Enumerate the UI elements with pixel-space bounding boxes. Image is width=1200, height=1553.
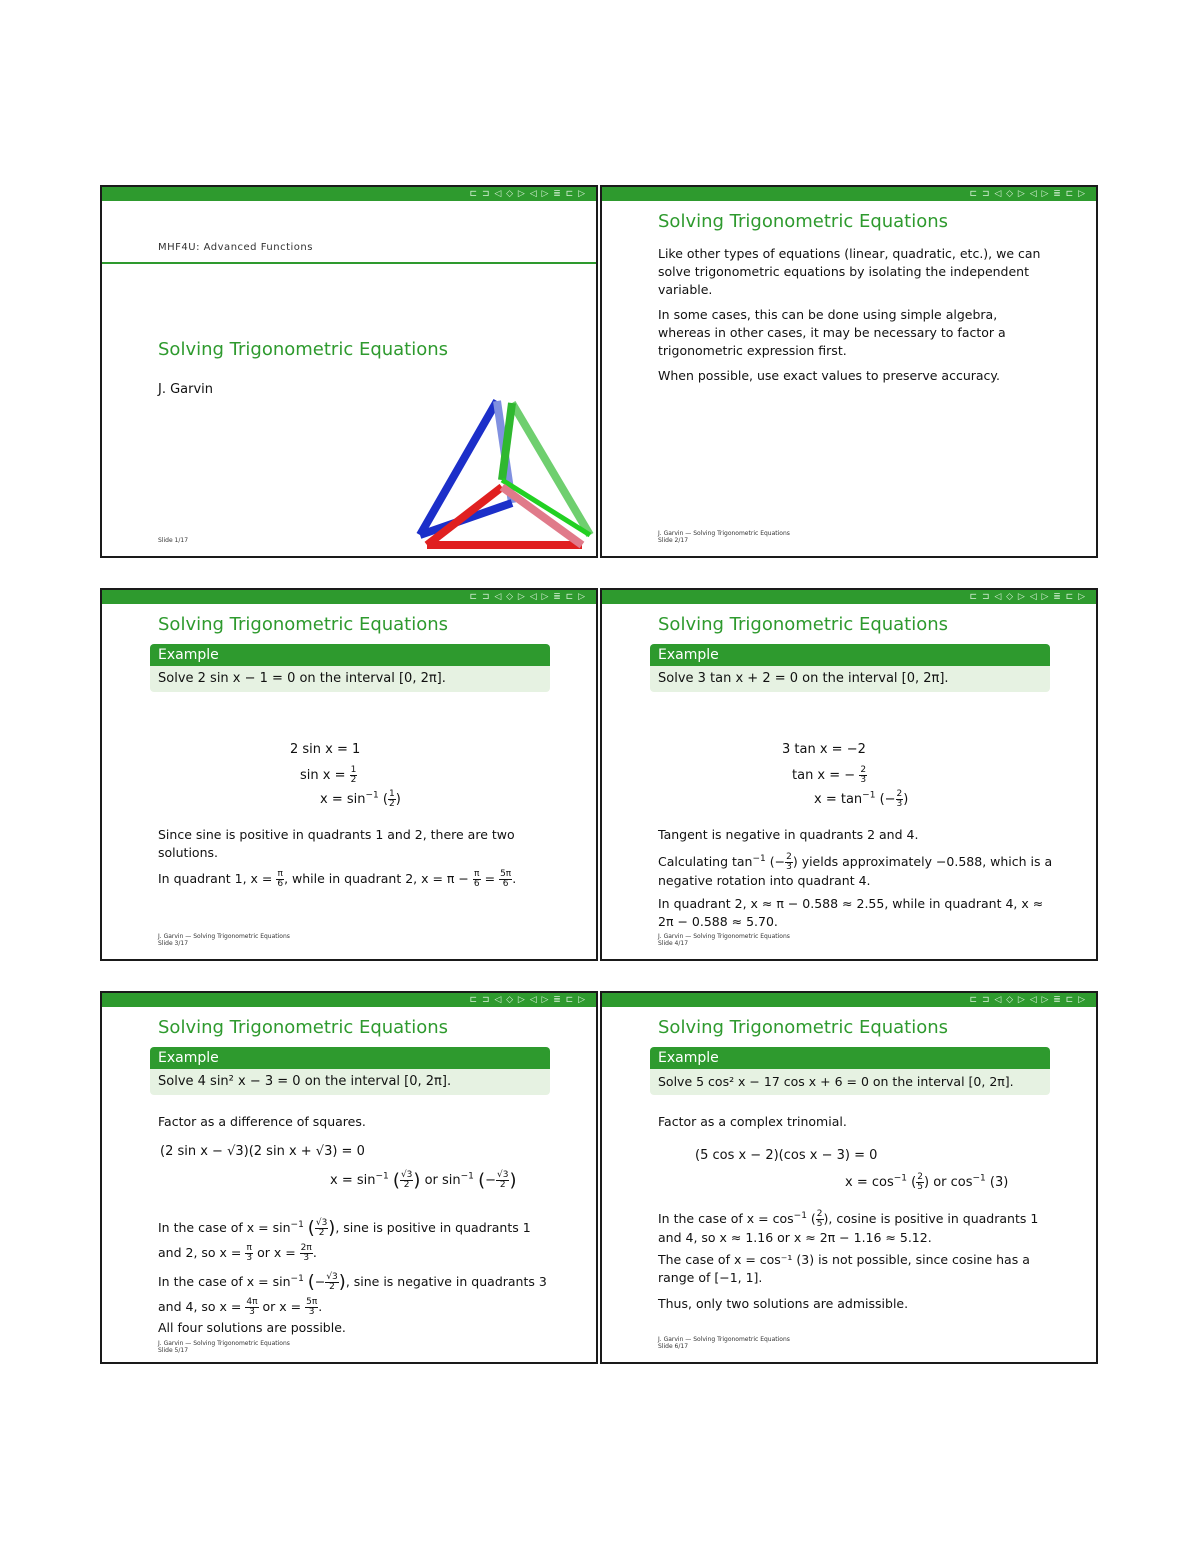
slide-2 [600,185,1098,558]
slide-3 [100,588,598,961]
footer-author: J. Garvin — Solving Trigonometric Equations [658,933,790,940]
paragraph: Factor as a difference of squares. [158,1114,366,1129]
example-problem: Solve 2 sin x − 1 = 0 on the interval [0, 2π]. [150,666,550,692]
slide-6 [600,991,1098,1364]
example-block [650,644,1050,692]
math-line: (2 sin x − √3)(2 sin x + √3) = 0 [160,1144,365,1159]
title-slide-heading: Solving Trigonometric Equations [158,339,449,360]
nav-controls[interactable]: ⊏ ⊐ ◁ ◇ ▷ ◁ ▷ ≣ ⊏ ▷ [969,592,1086,602]
slide-footer [158,933,290,947]
footer-author: J. Garvin — Solving Trigonometric Equations [658,1336,790,1343]
math-line: (5 cos x − 2)(cos x − 3) = 0 [695,1148,878,1163]
example-block [150,644,550,692]
slide-topbar [102,590,596,604]
slide-footer [158,1340,290,1354]
slide-4 [600,588,1098,961]
tetrahedron-logo [412,395,598,555]
math-line: $x = \tan^{-1}$ (− $\frac{2}{3}$ ) [814,789,909,809]
math-line: $x = \sin^{-1}$ ( $\frac{1}{2}$ ) [320,789,401,809]
paragraph: When possible, use exact values to preserve accuracy. [658,368,1000,383]
slide-topbar [102,187,596,201]
slide-number: Slide 5/17 [158,1347,189,1354]
course-divider [102,262,598,264]
math-line: $x = \cos^{-1}$ ( $\frac{2}{5}$ ) or $\cos^{-1} (3)$ [845,1172,1009,1192]
example-problem: Solve 3 tan x + 2 = 0 on the interval [0, 2π]. [650,666,1050,692]
nav-controls[interactable]: ⊏ ⊐ ◁ ◇ ▷ ◁ ▷ ≣ ⊏ ▷ [969,995,1086,1005]
paragraph: In the case of $x = \cos^{-1}$ ( $\frac{2}{5}$ ), cosine is positive in quadrants 1 and 4, so x ≈ 1.16 or x ≈ 2π − 1.16 ≈ 5.12. [658,1209,1039,1246]
example-header: Example [150,644,550,666]
example-header: Example [150,1047,550,1069]
example-block [650,1047,1050,1095]
slide-footer [658,530,790,544]
slide-number: Slide 2/17 [658,537,689,544]
math-line: tan x = − $\frac{2}{3}$ [792,765,867,785]
slide-topbar [602,993,1096,1007]
math-line: sin x = $\frac{1}{2}$ [300,765,357,785]
slide-body [658,245,1053,392]
slide-number: Slide 4/17 [658,940,689,947]
nav-controls[interactable]: ⊏ ⊐ ◁ ◇ ▷ ◁ ▷ ≣ ⊏ ▷ [469,995,586,1005]
footer-author: J. Garvin — Solving Trigonometric Equations [658,530,790,537]
paragraph: In quadrant 1, x = $\frac{\pi}{6}$ , while in quadrant 2, x = π − $\frac{\pi}{6}$ = $\frac{5\pi}{6}$ . [158,869,517,889]
math-line: 2 sin x = 1 [290,742,361,757]
paragraph: Since sine is positive in quadrants 1 and 2, there are two solutions. [158,827,515,860]
paragraph: All four solutions are possible. [158,1320,346,1335]
nav-controls[interactable]: ⊏ ⊐ ◁ ◇ ▷ ◁ ▷ ≣ ⊏ ▷ [969,189,1086,199]
paragraph: In some cases, this can be done using simple algebra, whereas in other cases, it may be necessary to factor a trigonometric expression first. [658,307,1006,358]
paragraph: Tangent is negative in quadrants 2 and 4. [658,827,919,842]
slide-number: Slide 6/17 [658,1343,689,1350]
example-problem: Solve 4 sin² x − 3 = 0 on the interval [0, 2π]. [150,1069,550,1095]
slide-title: Solving Trigonometric Equations [658,1017,949,1038]
logo-green-edge [512,403,590,535]
slide-number: Slide 3/17 [158,940,189,947]
paragraph: In the case of $x = \sin^{-1}$ (− $\frac{√3}{2}$ ), sine is negative in quadrants 3 and 4, so x = $\frac{4\pi}{3}$ or x = $\frac{5\pi}{3}$ . [158,1271,547,1317]
author-name: J. Garvin [158,382,214,397]
example-block [150,1047,550,1095]
slide-topbar [102,993,596,1007]
footer-author: J. Garvin — Solving Trigonometric Equations [158,933,290,940]
slide-footer [158,537,188,544]
slide-number: Slide 1/17 [158,537,189,544]
example-problem: Solve 5 cos² x − 17 cos x + 6 = 0 on the interval [0, 2π]. [650,1069,1050,1095]
slide-title: Solving Trigonometric Equations [658,614,949,635]
nav-controls[interactable]: ⊏ ⊐ ◁ ◇ ▷ ◁ ▷ ≣ ⊏ ▷ [469,189,586,199]
slide-footer [658,1336,790,1350]
math-line: 3 tan x = −2 [782,742,866,757]
paragraph: Like other types of equations (linear, quadratic, etc.), we can solve trigonometric equations by isolating the independent variable. [658,246,1041,297]
slide-title: Solving Trigonometric Equations [658,211,949,232]
slide-footer [658,933,790,947]
nav-controls[interactable]: ⊏ ⊐ ◁ ◇ ▷ ◁ ▷ ≣ ⊏ ▷ [469,592,586,602]
paragraph: Factor as a complex trinomial. [658,1114,847,1129]
math-line: $x = \sin^{-1}$ ( $\frac{√3}{2}$ ) or $\sin^{-1}$ (− $\frac{√3}{2}$ ) [330,1170,517,1191]
example-header: Example [650,1047,1050,1069]
slide-topbar [602,590,1096,604]
paragraph: The case of x = cos⁻¹ (3) is not possible, since cosine has a range of [−1, 1]. [658,1252,1030,1285]
slide-title: Solving Trigonometric Equations [158,1017,449,1038]
slide-topbar [602,187,1096,201]
footer-author: J. Garvin — Solving Trigonometric Equations [158,1340,290,1347]
slide-5 [100,991,598,1364]
paragraph: Calculating $\tan^{-1}$ (− $\frac{2}{3}$ ) yields approximately −0.588, which is a negative rotation into quadrant 4. [658,852,1053,889]
slide-title: Solving Trigonometric Equations [158,614,449,635]
paragraph: In quadrant 2, x ≈ π − 0.588 ≈ 2.55, while in quadrant 4, x ≈ 2π − 0.588 ≈ 5.70. [658,896,1044,929]
paragraph: In the case of $x = \sin^{-1}$ ( $\frac{√3}{2}$ ), sine is positive in quadrants 1 and 2, so x = $\frac{\pi}{3}$ or x = $\frac{2\pi}{3}$ . [158,1217,531,1263]
slide-1 [100,185,598,558]
paragraph: Thus, only two solutions are admissible. [658,1296,909,1311]
example-header: Example [650,644,1050,666]
course-name: MHF4U: Advanced Functions [158,242,313,253]
